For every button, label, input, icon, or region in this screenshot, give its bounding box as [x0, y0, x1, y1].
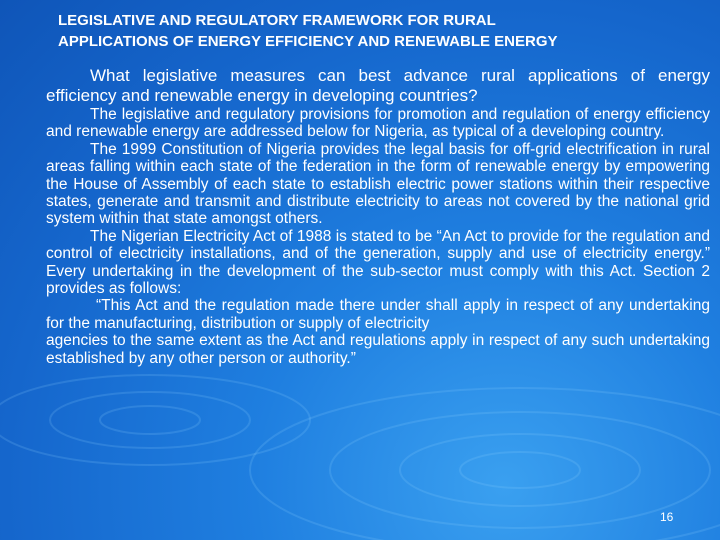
- quote-line-2: agencies to the same extent as the Act and regulations apply in respect of any such undertaking established by any other person or authority.”: [46, 332, 710, 367]
- quote-line-1: “This Act and the regulation made there under shall apply in respect of any undertaking for the manufacturing, distribution or supply of electricity: [46, 297, 710, 332]
- slide-title: [58, 10, 698, 52]
- paragraph-electricity-act: The Nigerian Electricity Act of 1988 is stated to be “An Act to provide for the regulation and control of electricity installations, and of the generation, supply and use of electricity energy.” Every undertaking in the development of the sub-sector must comply with this Act. Section 2 provides as follows:: [46, 227, 710, 298]
- paragraph-intro: The legislative and regulatory provisions for promotion and regulation of energy efficiency and renewable energy are addressed below for Nigeria, as typical of a developing country.: [46, 106, 710, 141]
- slide-title-line-2: APPLICATIONS OF ENERGY EFFICIENCY AND RENEWABLE ENERGY: [58, 33, 558, 50]
- slide-title-line-1: LEGISLATIVE AND REGULATORY FRAMEWORK FOR RURAL: [58, 12, 496, 29]
- paragraph-constitution: The 1999 Constitution of Nigeria provides the legal basis for off-grid electrification in rural areas falling within each state of the federation in the form of renewable energy by empowering the House of Assembly of each state to establish electric power stations within their respective states, generate and transmit and distribute electricity to areas not covered by the national grid system within that state amongst others.: [46, 140, 710, 228]
- page-number: 16: [660, 510, 674, 524]
- question-text: What legislative measures can best advance rural applications of energy efficiency and renewable energy in developing countries?: [46, 66, 710, 105]
- slide-body: [46, 66, 710, 367]
